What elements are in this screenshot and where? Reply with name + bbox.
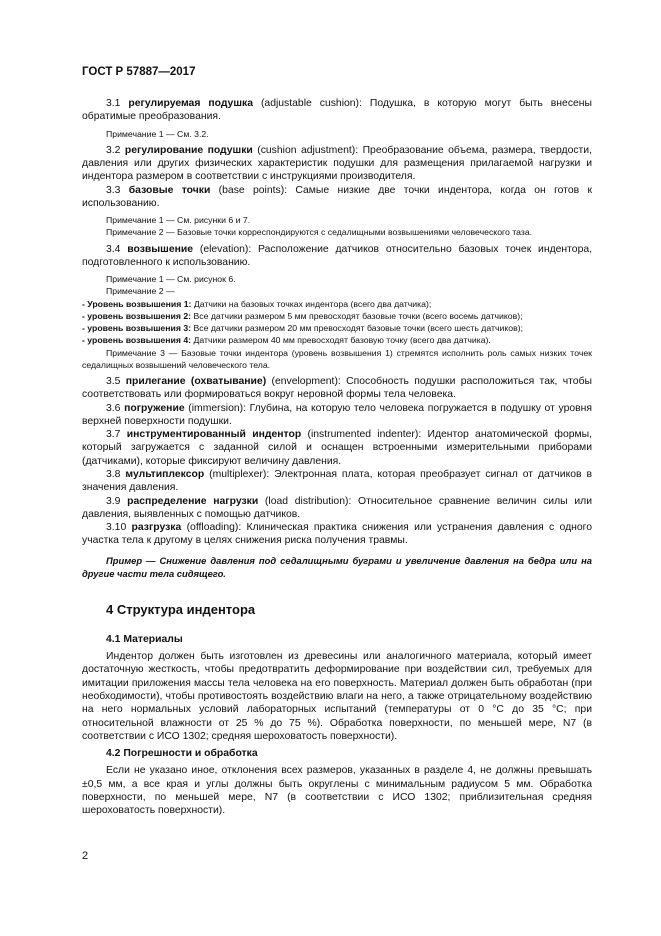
section-4-1-heading: 4.1 Материалы [106, 633, 183, 645]
def-text: (instrumented indenter): Идентор анатомической формы, который загружается с заданной силой и оснащен встроенными измерительными приборами (датчиками), которые фиксируют величину давления. [82, 429, 593, 467]
def-term: регулирование подушки [124, 144, 253, 156]
definition-3-1 [82, 97, 592, 124]
section-4-2-text: Если не указано иное, отклонения всех размеров, указанных в разделе 4, не должны превышать ±0,5 мм, а все края и углы должны быть округлены с минимальным радиусом 5 мм. Обработка поверхности, по меньшей мере, N7 (в соответствии с ИСО 1302; приблизительная средняя шероховатость поверхности). [82, 765, 592, 817]
def-text: (elevation): Расположение датчиков относительно базовых точек индентора, подготовленного к использованию. [82, 243, 593, 268]
definition-3-6 [82, 402, 592, 429]
def-number: 3.1 [106, 98, 121, 109]
section-4-1-text: Индентор должен быть изготовлен из древесины или аналогичного материала, который имеет достаточную жесткость, чтобы предотвратить деформирование при воздействии сил, требуемых для имитации приложения массы тела человека на его поверхность. Материал должен быть обработан (при необходимости), чтобы противостоять воздействию влаги на него, а также отрицательному воздействию на него нормальных условий лабораторных испытаний (температуры от 0 °С до 35 °С; при относительной влажности от 25 % до 75 %). Обработка поверхности, по меньшей мере, N7 (в соответствии с ИСО 1302; средняя шероховатость поверхности). [82, 651, 592, 742]
definition-3-10 [82, 521, 592, 548]
elevation-level-2 [82, 310, 592, 322]
def-number: 3.6 [106, 402, 121, 414]
note-3-4-3: Примечание 3 — Базовые точки индентора (уровень возвышения 1) стремятся исполнить роль самых низких точек седалищных возвышений человеческого тела. [82, 347, 592, 370]
def-number: 3.7 [106, 429, 121, 441]
definition-3-9 [82, 495, 592, 522]
definition-3-8 [82, 468, 592, 495]
def-number: 3.5 [106, 375, 121, 387]
def-text: (adjustable cushion): Подушка, в которую могут быть внесены обратимые преобразования. [82, 98, 593, 123]
definition-3-2 [82, 144, 592, 184]
def-text: (multiplexer): Электронная плата, которая преобразует сигнал от датчиков в значения давления. [82, 468, 592, 494]
def-number: 3.3 [106, 184, 121, 196]
def-term: мультиплексор [125, 468, 205, 480]
level-text: Все датчики размером 5 мм превосходят базовые точки (всего восемь датчиков); [193, 310, 523, 321]
def-term: разгрузка [131, 522, 182, 534]
elevation-level-1 [82, 298, 592, 310]
def-number: 3.4 [106, 243, 121, 255]
def-term: инструментированный индентор [126, 429, 302, 441]
def-number: 3.10 [106, 522, 127, 534]
level-text: Датчики размером 40 мм превосходят базовую точку (всего два датчика). [193, 335, 491, 346]
section-4-heading: 4 Структура индентора [106, 601, 256, 617]
section-4-2-heading: 4.2 Погрешности и обработка [106, 748, 258, 760]
def-term: возвышение [127, 243, 194, 255]
def-term: регулируемая подушка [128, 98, 253, 109]
definition-3-7 [82, 428, 592, 468]
level-label: - уровень возвышения 3: [82, 323, 192, 334]
def-number: 3.2 [106, 144, 121, 156]
note-3-3-2: Примечание 2 — Базовые точки корреспондируются с седалищными возвышениями человеческого таза. [106, 227, 533, 238]
def-term: базовые точки [128, 184, 211, 196]
example-paragraph: Пример — Снижение давления под седалищными буграми и увеличение давления на бедра или на другие части тела сидящего. [82, 554, 592, 579]
def-text: (envelopment): Способность подушки расположиться так, чтобы соответствовать или формироваться вокруг неровной формы тела человека. [82, 375, 592, 401]
def-text: (offloading): Клиническая практика снижения или устранения давления с одного участка тела к другому в целях снижения риска получения травмы. [82, 522, 592, 547]
definition-3-3 [82, 184, 592, 211]
note-3-4-2: Примечание 2 — [106, 286, 175, 297]
page-number: 2 [82, 850, 89, 862]
def-number: 3.8 [106, 468, 121, 480]
note-3-3-1: Примечание 1 — См. рисунки 6 и 7. [106, 215, 251, 226]
def-number: 3.9 [106, 495, 121, 507]
def-text: (cushion adjustment): Преобразование объема, размера, твердости, давления или других физических характеристик подушки для размещения прилагаемой нагрузки и индентора размером в соответствии с инструкциями производителя. [82, 144, 592, 183]
definition-3-4 [82, 243, 592, 270]
note-3-1: Примечание 1 — См. 3.2. [106, 128, 209, 139]
note-3-4-1: Примечание 1 — См. рисунок 6. [106, 274, 236, 285]
elevation-level-4 [82, 334, 592, 346]
def-text: (immersion): Глубина, на которую тело человека погружается в подушку от уровня верхней поверхности подушки. [82, 402, 593, 427]
def-term: распределение нагрузки [127, 495, 259, 507]
def-text: (load distribution): Относительное сравнение величин силы или давления, выявленных с помощью датчиков. [82, 495, 592, 520]
level-label: - уровень возвышения 2: [82, 310, 192, 321]
level-label: - Уровень возвышения 1: [82, 298, 192, 309]
definition-3-5 [82, 375, 592, 402]
level-text: Датчики на базовых точках индентора (всего два датчика); [193, 298, 432, 309]
page-content [82, 97, 592, 818]
level-text: Все датчики размером 20 мм превосходят базовые точки (всего шесть датчиков); [193, 323, 523, 334]
document-header: ГОСТ Р 57887—2017 [82, 66, 196, 78]
elevation-level-3 [82, 322, 592, 334]
def-text: (base points): Самые низкие две точки индентора, когда он готов к использованию. [82, 184, 592, 209]
def-term: прилегание (охватывание) [125, 375, 267, 387]
level-label: - уровень возвышения 4: [82, 335, 192, 346]
def-term: погружение [124, 402, 185, 414]
